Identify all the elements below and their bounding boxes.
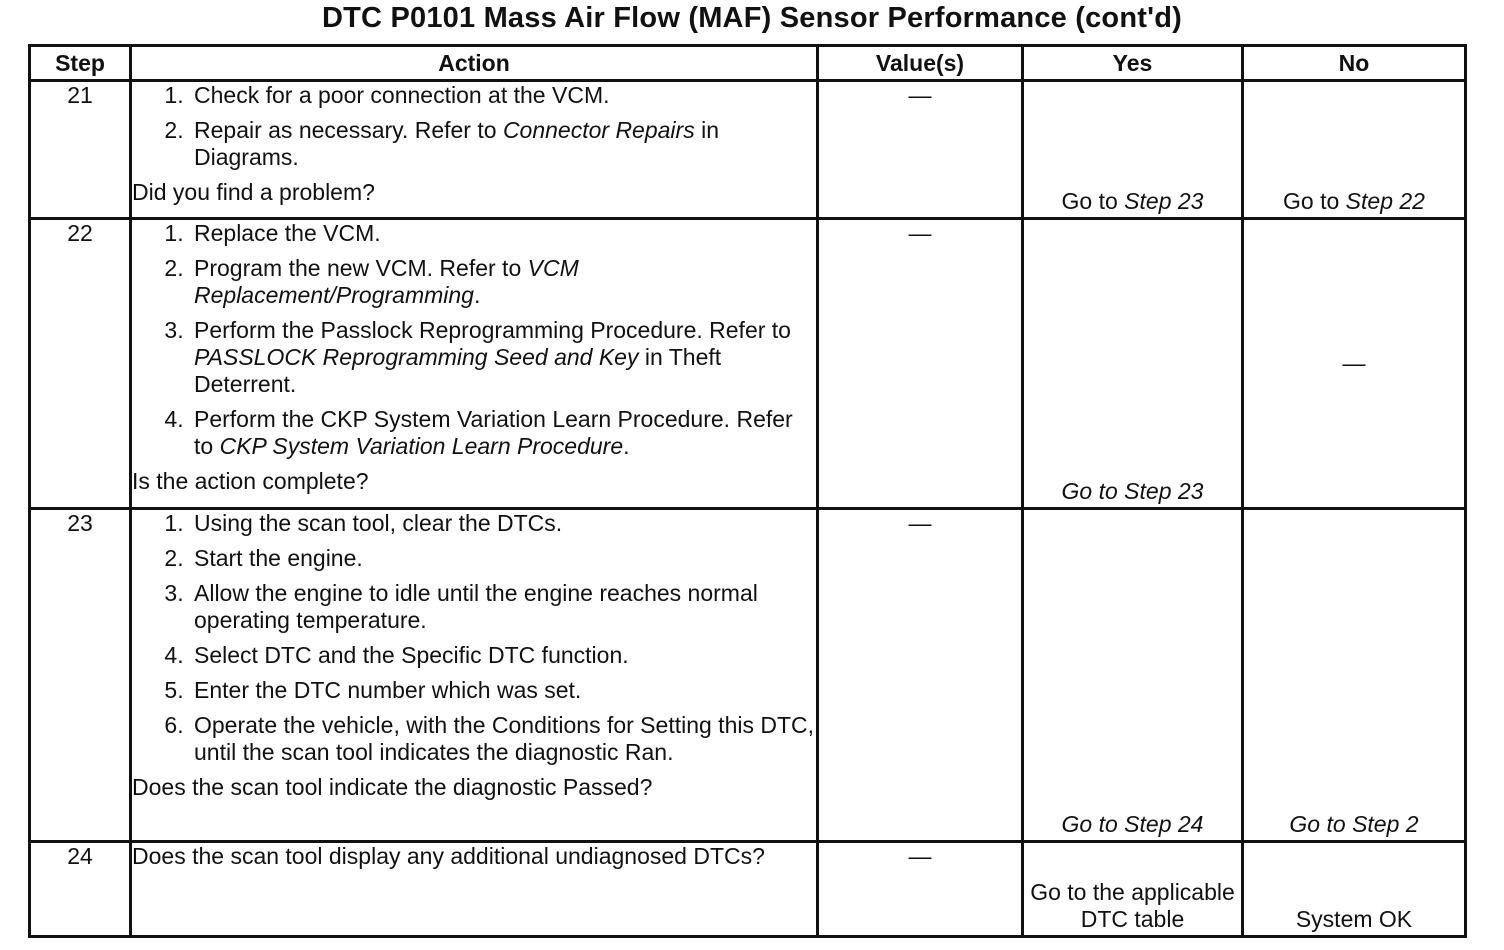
action-step-text: CKP System Variation Learn Procedure (219, 433, 624, 459)
no-result-text: Go to (1283, 188, 1346, 214)
action-step (190, 406, 816, 460)
action-question: Does the scan tool indicate the diagnostic Passed? (132, 774, 653, 800)
table-row (30, 219, 1466, 509)
action-step-text: Connector Repairs (502, 117, 695, 143)
no-cell (1243, 219, 1466, 509)
action-steps (132, 220, 816, 460)
header-values: Value(s) (818, 46, 1023, 81)
no-result-text: — (1342, 350, 1366, 376)
action-step-text: Using the scan tool, clear the DTCs. (194, 510, 563, 536)
header-no: No (1243, 46, 1466, 81)
action-step (190, 510, 816, 537)
action-step (190, 580, 816, 634)
action-step-text: Start the engine. (194, 545, 363, 571)
action-step-text: Repair as necessary. Refer to (194, 117, 503, 143)
action-step (190, 82, 816, 109)
action-step (190, 220, 816, 247)
no-cell (1243, 81, 1466, 219)
action-steps (132, 510, 816, 766)
yes-cell (1023, 842, 1243, 937)
page-title: DTC P0101 Mass Air Flow (MAF) Sensor Performance (cont'd) (322, 2, 1182, 34)
action-step-text: Perform the Passlock Reprogramming Procedure. Refer to (194, 317, 791, 343)
action-question: Does the scan tool display any additional undiagnosed DTCs? (132, 843, 765, 869)
action-step-text: . (473, 282, 481, 308)
action-cell (131, 842, 818, 937)
no-result (1244, 188, 1464, 215)
yes-result-text: Go to Step 23 (1061, 478, 1204, 504)
yes-result (1024, 478, 1241, 505)
table-row (30, 842, 1466, 937)
yes-result (1024, 811, 1241, 838)
action-step-text: Replace the VCM. (194, 220, 381, 246)
value-cell: — (818, 219, 1023, 509)
action-step-text: VCM Replacement/Programming (194, 255, 579, 308)
yes-cell (1023, 219, 1243, 509)
step-number: 21 (30, 81, 131, 219)
no-cell (1243, 509, 1466, 842)
action-cell (131, 81, 818, 219)
header-yes: Yes (1023, 46, 1243, 81)
action-step-text: in Diagrams. (194, 117, 719, 170)
no-result (1244, 906, 1464, 933)
value-cell: — (818, 842, 1023, 937)
action-steps (132, 82, 816, 171)
action-step-text: Select DTC and the Specific DTC function. (194, 642, 629, 668)
step-number: 24 (30, 842, 131, 937)
action-question: Is the action complete? (132, 468, 369, 494)
action-question: Did you find a problem? (132, 179, 375, 205)
action-step-text: . (623, 433, 630, 459)
action-cell (131, 219, 818, 509)
yes-result-text: Go to the applicable DTC table (1030, 879, 1235, 932)
yes-cell (1023, 81, 1243, 219)
step-number: 22 (30, 219, 131, 509)
no-result-text: System OK (1295, 906, 1413, 932)
action-step-text: Allow the engine to idle until the engine reaches normal operating temperature. (194, 580, 758, 633)
action-step-text: Perform the CKP System Variation Learn Procedure. Refer to (194, 406, 793, 459)
header-row (30, 46, 1466, 81)
action-step (190, 545, 816, 572)
step-number: 23 (30, 509, 131, 842)
yes-cell (1023, 509, 1243, 842)
action-step-text: Program the new VCM. Refer to (194, 255, 528, 281)
no-result-text: Step 22 (1345, 188, 1425, 214)
yes-result (1024, 188, 1241, 215)
action-step (190, 712, 816, 766)
header-action: Action (131, 46, 818, 81)
table-row (30, 509, 1466, 842)
action-step-text: Enter the DTC number which was set. (194, 677, 582, 703)
no-cell (1243, 842, 1466, 937)
action-step (190, 677, 816, 704)
header-step: Step (30, 46, 131, 81)
action-step-text: PASSLOCK Reprogramming Seed and Key (194, 344, 639, 370)
action-cell (131, 509, 818, 842)
action-step (190, 642, 816, 669)
value-cell: — (818, 509, 1023, 842)
table-row (30, 81, 1466, 219)
action-step (190, 117, 816, 171)
action-step-text: in Theft Deterrent. (194, 344, 722, 397)
yes-result-text: Go to (1061, 188, 1125, 214)
yes-result-text: Step 23 (1124, 188, 1204, 214)
value-cell: — (818, 81, 1023, 219)
action-step (190, 255, 816, 309)
yes-result-text: Go to Step 24 (1061, 811, 1204, 837)
no-result-text: Go to Step 2 (1289, 811, 1419, 837)
action-step-text: Operate the vehicle, with the Conditions for Setting this DTC, until the scan tool indicates the diagnostic Ran. (194, 712, 815, 765)
diagnostic-table (28, 44, 1467, 938)
action-step (190, 317, 816, 398)
yes-result (1024, 879, 1241, 933)
no-result (1244, 811, 1464, 838)
action-step-text: Check for a poor connection at the VCM. (194, 82, 610, 108)
